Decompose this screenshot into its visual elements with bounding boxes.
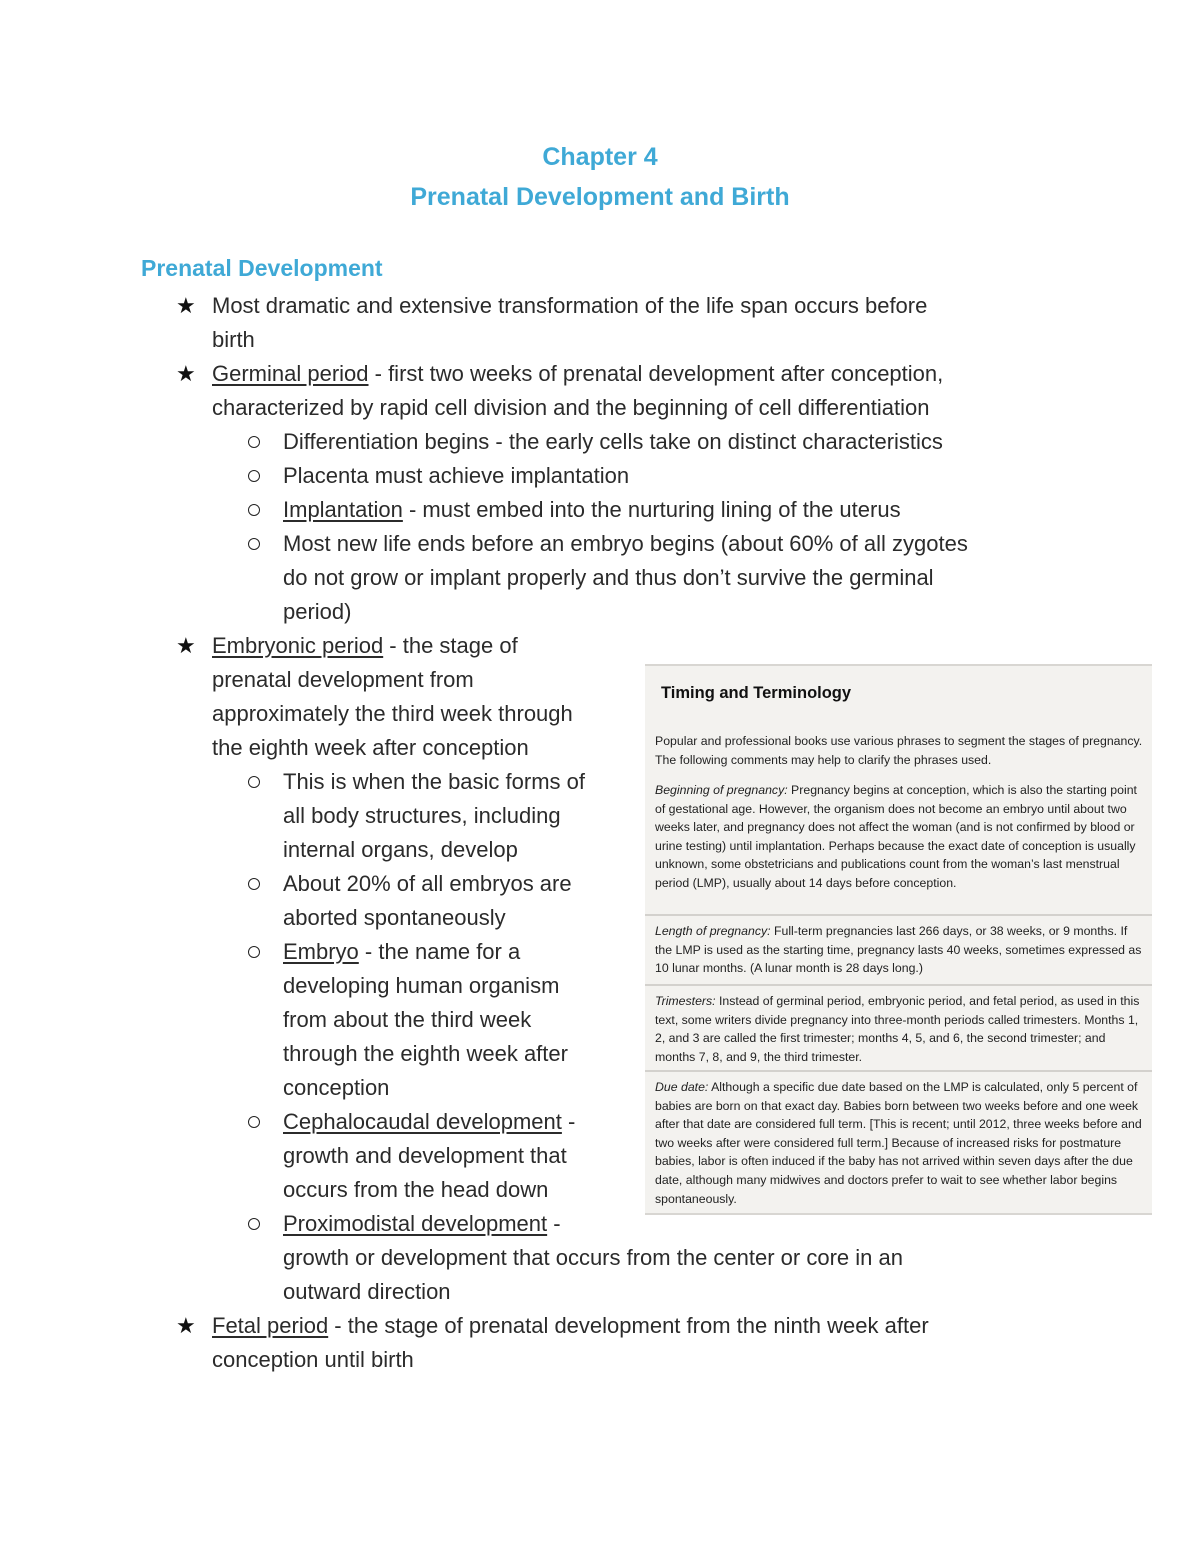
sub-bullet-text: growth and development that: [283, 1143, 567, 1168]
sub-bullet-text: through the eighth week after: [283, 1041, 568, 1066]
star-bullet-icon: ★: [176, 633, 196, 658]
box-divider: [645, 1070, 1152, 1072]
circle-bullet-icon: [248, 436, 260, 448]
sub-bullet-text: developing human organism: [283, 973, 560, 998]
chapter-number: Chapter 4: [542, 143, 658, 171]
circle-bullet-icon: [248, 504, 260, 516]
timing-terminology-box: [645, 664, 1152, 1215]
sub-bullet-text: outward direction: [283, 1279, 451, 1304]
term: Embryonic period: [212, 633, 384, 658]
box-divider: [645, 914, 1152, 916]
box-intro: Popular and professional books use various phrases to segment the stages of pregnancy. The following comments may help to clarify the phrases used.: [655, 734, 1143, 767]
star-bullet-icon: ★: [176, 293, 196, 318]
bullet-text: the eighth week after conception: [212, 735, 529, 760]
term: Cephalocaudal development: [283, 1109, 562, 1134]
circle-bullet-icon: [248, 776, 260, 788]
sub-bullet-text: aborted spontaneously: [283, 905, 506, 930]
box-section-beginning: Beginning of pregnancy: Pregnancy begins at conception, which is also the starting point of gestational age. However, the organism does not become an embryo until about two weeks later, and pregnancy does not affect the woman (and is not confirmed by blood or urine testing) until implantation. Perhaps because the exact date of conception is usually unknown, some obstetricians and publications count from the woman’s last menstrual period (LMP), usually about 14 days before conception.: [655, 783, 1137, 890]
sub-bullet-text: Most new life ends before an embryo begins (about 60% of all zygotes: [283, 531, 968, 556]
box-title: Timing and Terminology: [661, 684, 852, 702]
sub-bullet-text: Differentiation begins - the early cells take on distinct characteristics: [283, 429, 943, 454]
sub-bullet-text: period): [283, 599, 352, 624]
bullet-text: prenatal development from: [212, 667, 474, 692]
section-heading: Prenatal Development: [141, 255, 383, 281]
term: Fetal period: [212, 1313, 329, 1338]
circle-bullet-icon: [248, 878, 260, 890]
term: Implantation: [283, 497, 403, 522]
circle-bullet-icon: [248, 1218, 260, 1230]
circle-bullet-icon: [248, 1116, 260, 1128]
circle-bullet-icon: [248, 946, 260, 958]
box-divider: [645, 984, 1152, 986]
sub-bullet-text: internal organs, develop: [283, 837, 518, 862]
term: Proximodistal development: [283, 1211, 548, 1236]
sub-bullet-text: Cephalocaudal development -: [283, 1109, 576, 1134]
box-section-due-date: Due date: Although a specific due date based on the LMP is calculated, only 5 percent of babies are born on that exact day. Babies born between two weeks before and one week after that date are considered full term. [This is recent; until 2012, three weeks before and two weeks after were considered full term.] Because of increased risks for postmature babies, labor is often induced if the baby has not arrived within seven days after the due date, although many midwives and doctors prefer to wait to see whether labor begins spontaneously.: [655, 1080, 1142, 1206]
star-bullet-icon: ★: [176, 361, 196, 386]
sub-bullet-text: Proximodistal development -: [283, 1211, 561, 1236]
sub-bullet-text: from about the third week: [283, 1007, 532, 1032]
circle-bullet-icon: [248, 538, 260, 550]
sub-bullet-text: occurs from the head down: [283, 1177, 549, 1202]
sub-bullet-text: do not grow or implant properly and thus don’t survive the germinal: [283, 565, 934, 590]
sub-bullet-text: conception: [283, 1075, 390, 1100]
box-section-trimesters: Trimesters: Instead of germinal period, embryonic period, and fetal period, as used in this text, some writers divide pregnancy into three-month periods called trimesters. Months 1, 2, and 3 are called the first trimester; months 4, 5, and 6, the second trimester; and months 7, 8, and 9, the third trimester.: [655, 994, 1140, 1064]
sub-bullet-text: all body structures, including: [283, 803, 561, 828]
sub-bullet-text: Placenta must achieve implantation: [283, 463, 630, 488]
bullet-text: birth: [212, 327, 255, 352]
bullet-text: Germinal period - first two weeks of prenatal development after conception,: [212, 361, 944, 386]
chapter-title: Prenatal Development and Birth: [410, 183, 790, 211]
circle-bullet-icon: [248, 470, 260, 482]
bullet-text: Most dramatic and extensive transformation of the life span occurs before: [212, 293, 928, 318]
sub-bullet-text: This is when the basic forms of: [283, 769, 586, 794]
bullet-text: approximately the third week through: [212, 701, 573, 726]
bullet-text: Embryonic period - the stage of: [212, 633, 518, 658]
term: Germinal period: [212, 361, 369, 386]
bullet-text: conception until birth: [212, 1347, 414, 1372]
bullet-text: characterized by rapid cell division and the beginning of cell differentiation: [212, 395, 930, 420]
sub-bullet-text: Embryo - the name for a: [283, 939, 521, 964]
star-bullet-icon: ★: [176, 1313, 196, 1338]
box-section-length: Length of pregnancy: Full-term pregnancies last 266 days, or 38 weeks, or 9 months. If the LMP is used as the starting time, pregnancy lasts 40 weeks, sometimes expressed as 10 lunar months. (A lunar month is 28 days long.): [655, 924, 1142, 976]
sub-bullet-text: Implantation - must embed into the nurturing lining of the uterus: [283, 497, 901, 522]
sub-bullet-text: growth or development that occurs from the center or core in an: [283, 1245, 903, 1270]
term: Embryo: [283, 939, 359, 964]
bullet-text: Fetal period - the stage of prenatal development from the ninth week after: [212, 1313, 929, 1338]
sub-bullet-text: About 20% of all embryos are: [283, 871, 572, 896]
